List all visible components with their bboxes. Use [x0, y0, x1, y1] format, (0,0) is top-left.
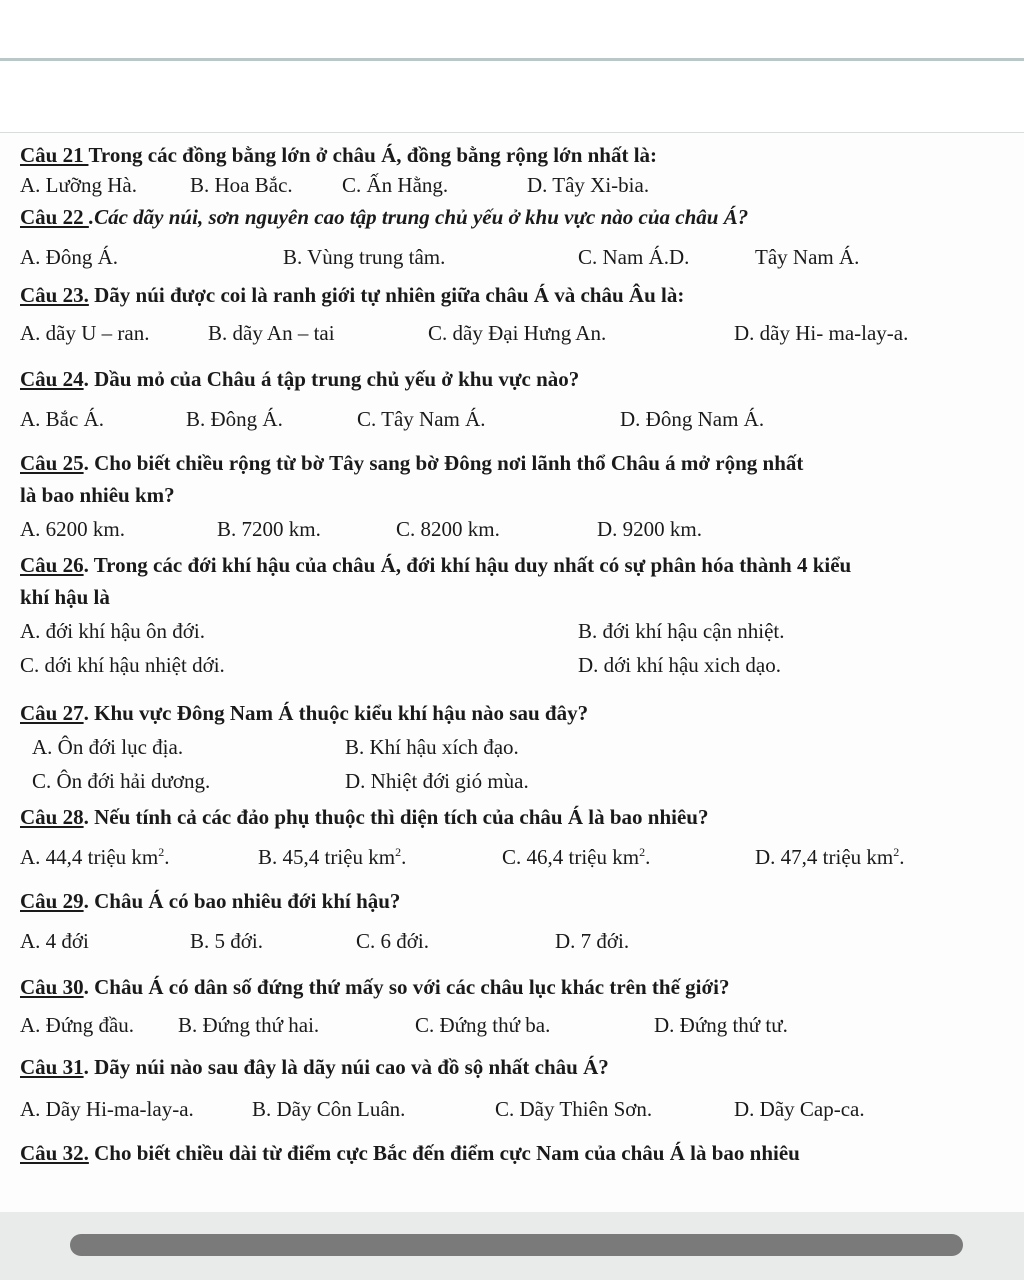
q29-option-d: D. 7 đới. — [555, 929, 630, 953]
question-label: Câu 27 — [20, 701, 84, 725]
question-label: Câu 22 — [20, 205, 89, 229]
question-label: Câu 21 — [20, 143, 89, 167]
q23-option-d: D. dãy Hi- ma-lay-a. — [734, 321, 909, 345]
q25-option-d: D. 9200 km. — [597, 517, 702, 541]
q25-option-a: A. 6200 km. — [20, 517, 125, 541]
q31-option-c: C. Dãy Thiên Sơn. — [495, 1097, 653, 1121]
question-text: . Dầu mỏ của Châu á tập trung chủ yếu ở khu vực nào? — [83, 367, 580, 391]
superscript: 2 — [395, 845, 402, 859]
question-31 — [20, 1055, 609, 1080]
question-label: Câu 32. — [20, 1141, 89, 1165]
question-29 — [20, 889, 400, 914]
q21-option-b: B. Hoa Bắc. — [190, 173, 293, 197]
q22-option-d: Tây Nam Á. — [755, 245, 860, 269]
q29-option-c: C. 6 đới. — [356, 929, 429, 953]
q30-option-b: B. Đứng thứ hai. — [178, 1013, 320, 1037]
question-label: Câu 28 — [20, 805, 84, 829]
top-blank-area — [0, 0, 1024, 132]
question-28 — [20, 805, 708, 830]
option-text: B. 45,4 triệu km — [258, 845, 396, 869]
question-text: . Khu vực Đông Nam Á thuộc kiểu khí hậu nào sau đây? — [83, 701, 589, 725]
option-text: D. 47,4 triệu km — [755, 845, 894, 869]
q24-option-a: A. Bắc Á. — [20, 407, 104, 431]
question-25-continued: là bao nhiêu km? — [20, 483, 175, 507]
q23-option-b: B. dãy An – tai — [208, 321, 335, 345]
q25-option-b: B. 7200 km. — [217, 517, 321, 541]
q23-option-a: A. dãy U – ran. — [20, 321, 150, 345]
question-text: . Trong các đới khí hậu của châu Á, đới khí hậu duy nhất có sự phân hóa thành 4 kiểu — [83, 553, 852, 577]
question-text: Cho biết chiều dài từ điểm cực Bắc đến điểm cực Nam của châu Á là bao nhiêu — [88, 1141, 800, 1165]
question-23 — [20, 283, 684, 308]
question-text: . Châu Á có bao nhiêu đới khí hậu? — [83, 889, 401, 913]
question-text: . Châu Á có dân số đứng thứ mấy so với các châu lục khác trên thế giới? — [83, 975, 730, 999]
q26-option-a: A. đới khí hậu ôn đới. — [20, 619, 205, 643]
document-page — [0, 132, 1024, 1213]
q23-option-c: C. dãy Đại Hưng An. — [428, 321, 607, 345]
q30-option-d: D. Đứng thứ tư. — [654, 1013, 788, 1037]
q26-option-d: D. dới khí hậu xich dạo. — [578, 653, 781, 677]
question-text: . Cho biết chiều rộng từ bờ Tây sang bờ Đông nơi lãnh thổ Châu á mở rộng nhất — [83, 451, 804, 475]
q22-option-a: A. Đông Á. — [20, 245, 118, 269]
q27-option-b: B. Khí hậu xích đạo. — [345, 735, 519, 759]
question-label: Câu 23. — [20, 283, 89, 307]
question-label: Câu 29 — [20, 889, 84, 913]
superscript: 2 — [639, 845, 646, 859]
q26-option-c: C. dới khí hậu nhiệt dới. — [20, 653, 225, 677]
question-label: Câu 26 — [20, 553, 84, 577]
question-22 — [20, 205, 748, 230]
question-label: Câu 25 — [20, 451, 84, 475]
question-27 — [20, 701, 588, 726]
q27-option-d: D. Nhiệt đới gió mùa. — [345, 769, 529, 793]
q31-option-b: B. Dãy Côn Luân. — [252, 1097, 406, 1121]
question-text: Dãy núi được coi là ranh giới tự nhiên giữa châu Á và châu Âu là: — [88, 283, 685, 307]
option-text: A. 44,4 triệu km — [20, 845, 159, 869]
q29-option-b: B. 5 đới. — [190, 929, 263, 953]
top-divider — [0, 58, 1024, 61]
question-30 — [20, 975, 729, 1000]
superscript: 2 — [893, 845, 900, 859]
q28-option-c: C. 46,4 triệu $km^2$. — [502, 845, 651, 869]
question-label: Câu 31 — [20, 1055, 84, 1079]
question-32 — [20, 1141, 800, 1166]
question-24 — [20, 367, 579, 392]
q22-option-b: B. Vùng trung tâm. — [283, 245, 446, 269]
q21-option-d: D. Tây Xi-bia. — [527, 173, 650, 197]
question-text: . Nếu tính cả các đảo phụ thuộc thì diện tích của châu Á là bao nhiêu? — [83, 805, 709, 829]
q28-option-a: A. 44,4 triệu $km^2$. — [20, 845, 170, 869]
question-text: Trong các đồng bằng lớn ở châu Á, đồng bằng rộng lớn nhất là: — [88, 143, 658, 167]
question-text: .Các dãy núi, sơn nguyên cao tập trung chủ yếu ở khu vực nào của châu Á? — [88, 205, 749, 229]
question-label: Câu 30 — [20, 975, 84, 999]
q27-option-a: A. Ôn đới lục địa. — [32, 735, 184, 759]
q31-option-d: D. Dãy Cap-ca. — [734, 1097, 865, 1121]
question-26-continued: khí hậu là — [20, 585, 110, 609]
horizontal-scrollbar[interactable] — [70, 1234, 963, 1256]
q29-option-a: A. 4 đới — [20, 929, 89, 953]
question-25 — [20, 451, 803, 476]
q25-option-c: C. 8200 km. — [396, 517, 500, 541]
superscript: 2 — [158, 845, 165, 859]
q27-option-c: C. Ôn đới hải dương. — [32, 769, 211, 793]
q22-option-c: C. Nam Á.D. — [578, 245, 690, 269]
question-26 — [20, 553, 851, 578]
q24-option-b: B. Đông Á. — [186, 407, 283, 431]
q31-option-a: A. Dãy Hi-ma-lay-a. — [20, 1097, 194, 1121]
q21-option-a: A. Lưỡng Hà. — [20, 173, 137, 197]
q24-option-c: C. Tây Nam Á. — [357, 407, 486, 431]
q24-option-d: D. Đông Nam Á. — [620, 407, 765, 431]
question-text: . Dãy núi nào sau đây là dãy núi cao và đồ sộ nhất châu Á? — [83, 1055, 609, 1079]
q30-option-a: A. Đứng đầu. — [20, 1013, 135, 1037]
q28-option-b: B. 45,4 triệu $km^2$. — [258, 845, 407, 869]
q28-option-d: D. 47,4 triệu $km^2$. — [755, 845, 905, 869]
q30-option-c: C. Đứng thứ ba. — [415, 1013, 551, 1037]
question-21 — [20, 143, 657, 168]
question-label: Câu 24 — [20, 367, 84, 391]
q26-option-b: B. đới khí hậu cận nhiệt. — [578, 619, 785, 643]
option-text: C. 46,4 triệu km — [502, 845, 640, 869]
q21-option-c: C. Ấn Hằng. — [342, 173, 449, 197]
